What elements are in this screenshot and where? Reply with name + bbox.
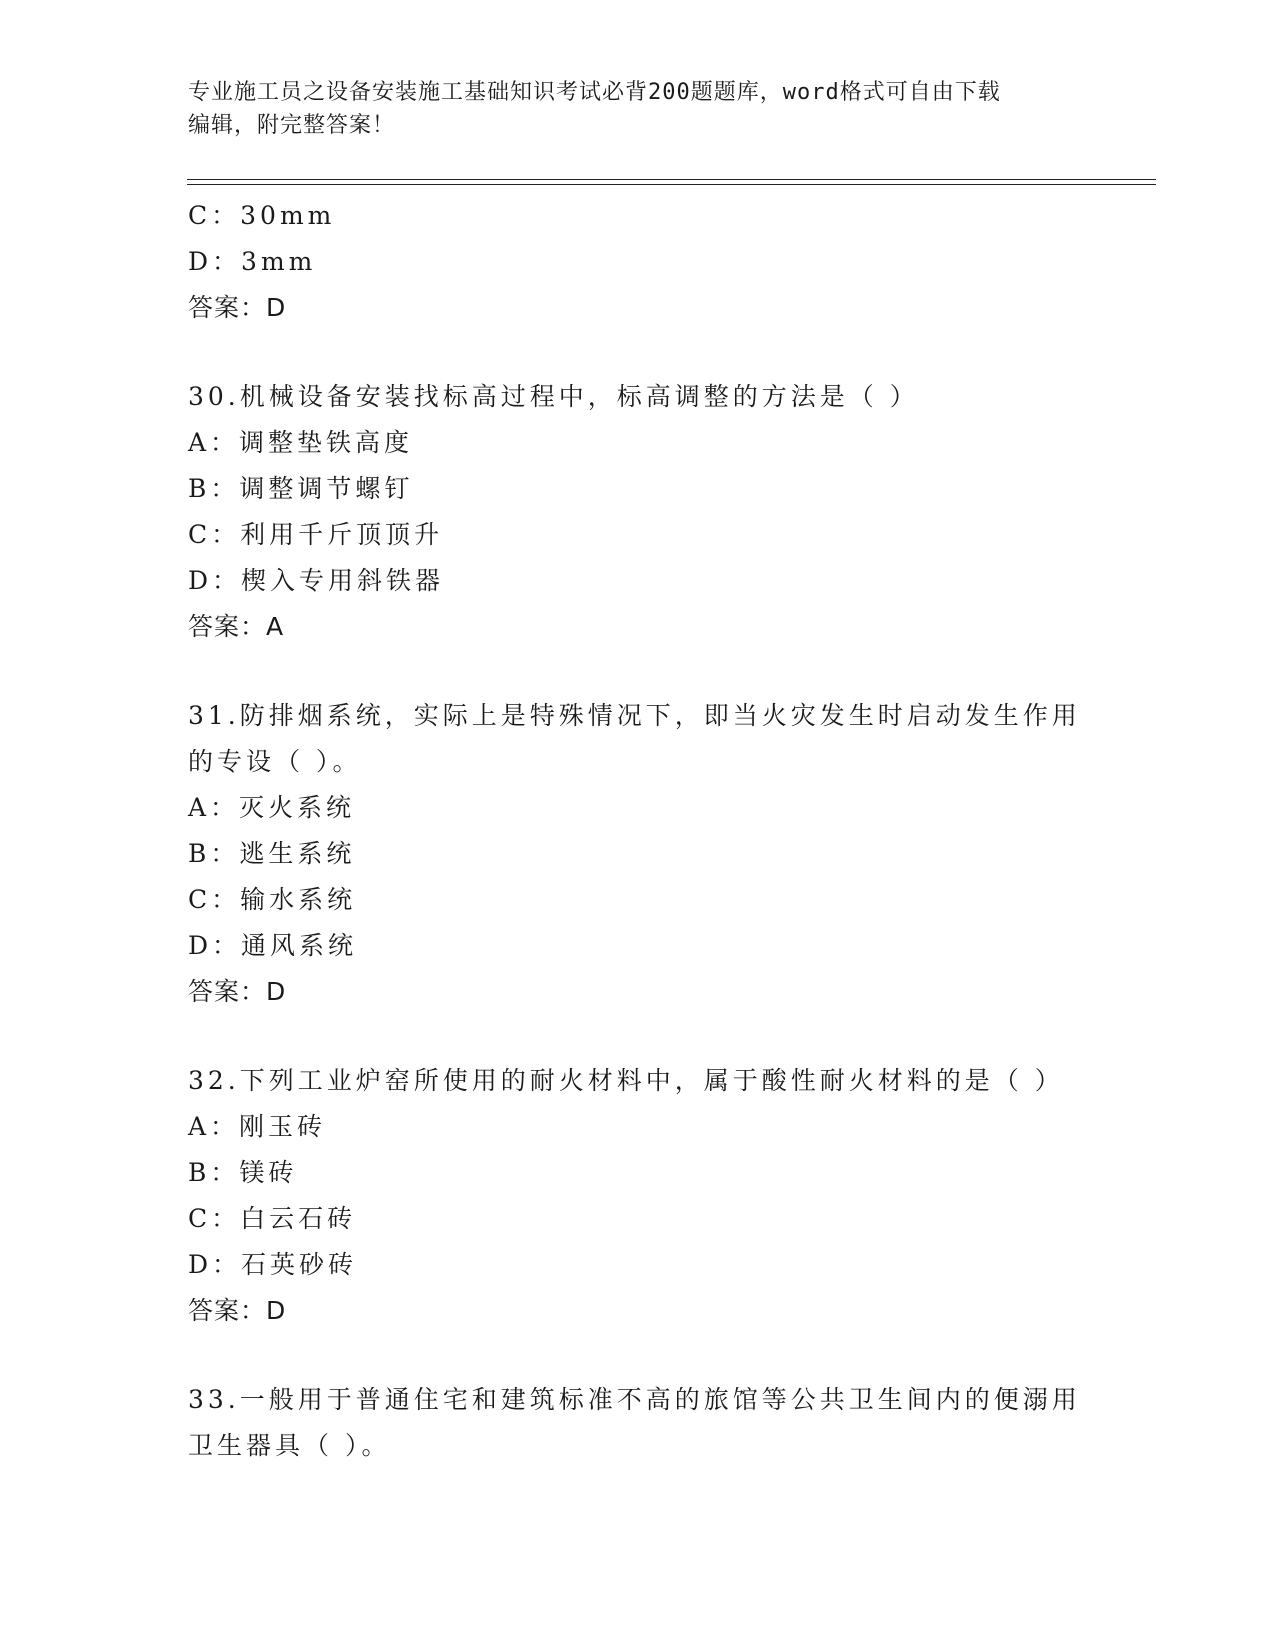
option-c: C：白云石砖 [188,1204,357,1233]
option-c: C：30mm [188,201,336,230]
answer-line: 答案：D [188,293,287,322]
question-30 [188,374,1088,650]
question-list [188,193,1088,1469]
document-header [188,76,1088,142]
question-text: 33.一般用于普通住宅和建筑标准不高的旅馆等公共卫生间内的便溺用 [188,1385,1081,1414]
answer-line: 答案：D [188,977,287,1006]
question-32 [188,1058,1088,1334]
question-text: 31.防排烟系统，实际上是特殊情况下，即当火灾发生时启动发生作用 [188,701,1081,730]
question-text-continued: 卫生器具（ ）。 [188,1431,391,1460]
option-d: D：3mm [188,247,317,276]
header-title-line-1: 专业施工员之设备安装施工基础知识考试必背200题题库，word格式可自由下载 [188,80,1001,105]
option-d: D：石英砂砖 [188,1250,358,1279]
question-text: 30.机械设备安装找标高过程中，标高调整的方法是（ ） [188,382,919,411]
option-c: C：输水系统 [188,885,357,914]
answer-line: 答案：A [188,612,285,641]
header-divider-bottom [187,184,1156,185]
option-a: A：灭火系统 [188,793,356,822]
header-title-line-2: 编辑，附完整答案！ [188,113,396,138]
question-text-continued: 的专设（ ）。 [188,747,362,776]
question-33 [188,1377,1088,1469]
option-b: B：镁砖 [188,1158,298,1187]
option-b: B：逃生系统 [188,839,356,868]
question-text: 32.下列工业炉窑所使用的耐火材料中，属于酸性耐火材料的是（ ） [188,1066,1064,1095]
option-d: D：楔入专用斜铁器 [188,566,445,595]
question-31 [188,693,1088,1015]
header-divider-top [187,179,1156,180]
option-c: C：利用千斤顶顶升 [188,520,444,549]
answer-line: 答案：D [188,1296,287,1325]
option-b: B：调整调节螺钉 [188,474,414,503]
option-a: A：刚玉砖 [188,1112,327,1141]
option-d: D：通风系统 [188,931,358,960]
previous-question-tail [188,193,1088,331]
option-a: A：调整垫铁高度 [188,428,414,457]
